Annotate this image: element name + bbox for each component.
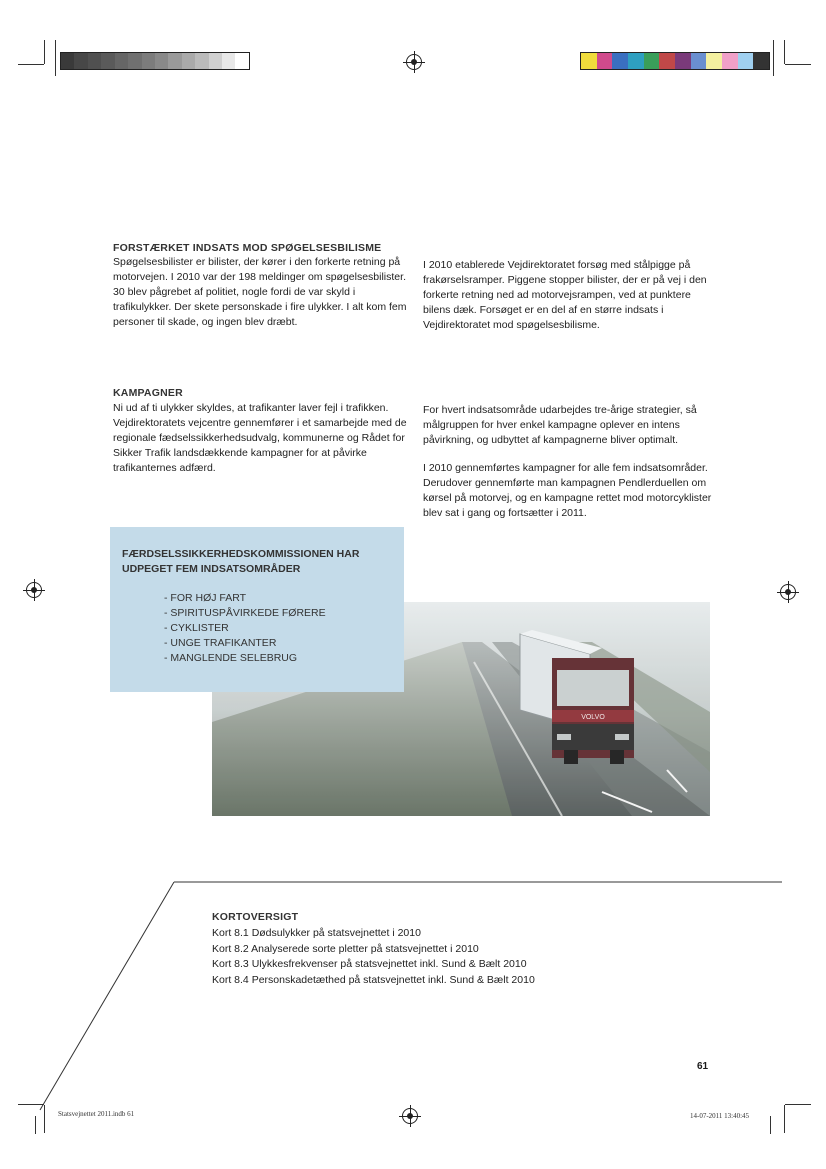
body-paragraph: Spøgelsesbilister er bilister, der kører i den forkerte retning på motorvejen. I 2010 var der 198 meldinger om spøgelsesbilister. 30 blev pågrebet af politiet, nogle fordi de var skyld i trafikulykker. Der skete personskade i fire ulykker. I alt kom fem personer til skade, og ingen blev dræbt. bbox=[113, 256, 407, 328]
body-paragraph: Ni ud af ti ulykker skyldes, at trafikanter laver fejl i trafikken. Vejdirektoratets vejcentre gennemfører i et samarbejde med de regionale fædselssikkerhedsudvalg, kommunerne og Rådet for Sikker Trafik landsdækkende kampagner for at påvirke trafikanternes adfærd. bbox=[113, 402, 407, 474]
list-item: - SPIRITUSPÅVIRKEDE FØRERE bbox=[164, 607, 326, 619]
section-heading-spoegelsesbilisme: FORSTÆRKET INDSATS MOD SPØGELSESBILISME bbox=[113, 242, 382, 254]
print-slug-filename: Statsvejnettet 2011.indb 61 bbox=[58, 1110, 135, 1118]
body-paragraph: I 2010 etablerede Vejdirektoratet forsøg med stålpigge på frakørselsramper. Piggene stopper bilister, der er på vej i den forkerte retning ned ad motorvejsrampen, ved at punktere bilens dæk. Forsøget er en del af en større indsats i Vejdirektoratet mod spøgelsesbilisme. bbox=[423, 259, 707, 331]
list-item: - UNGE TRAFIKANTER bbox=[164, 637, 277, 649]
list-item: - CYKLISTER bbox=[164, 622, 229, 634]
list-item: Kort 8.1 Dødsulykker på statsvejnettet i 2010 bbox=[212, 927, 421, 939]
list-item: - FOR HØJ FART bbox=[164, 592, 247, 604]
map-list bbox=[212, 926, 535, 988]
truck-grille-text: VOLVO bbox=[581, 714, 605, 721]
list-item: Kort 8.2 Analyserede sorte pletter på statsvejnettet i 2010 bbox=[212, 942, 479, 955]
body-paragraph: I 2010 gennemførtes kampagner for alle fem indsatsområder. Derudover gennemførte man kampagnen Pendlerduellen om kørsel på motorvej, og en kampagne rettet mod motorcyklister blev sat i gang og fortsætter i 2011. bbox=[423, 462, 712, 519]
kortoversigt-heading: KORTOVERSIGT bbox=[212, 911, 299, 923]
section-heading-kampagner: KAMPAGNER bbox=[113, 387, 183, 399]
list-item: Kort 8.3 Ulykkesfrekvenser på statsvejnettet inkl. Sund & Bælt 2010 bbox=[212, 958, 527, 970]
print-slug-timestamp: 14-07-2011 13:40:45 bbox=[690, 1112, 750, 1120]
list-item: - MANGLENDE SELEBRUG bbox=[164, 652, 298, 664]
list-item: Kort 8.4 Personskadetæthed på statsvejnettet inkl. Sund & Bælt 2010 bbox=[212, 973, 535, 986]
page-number: 61 bbox=[697, 1061, 709, 1072]
box-heading: FÆRDSELSSIKKERHEDSKOMMISSIONEN HAR UDPEGET FEM INDSATSOMRÅDER bbox=[122, 548, 360, 575]
body-paragraph: For hvert indsatsområde udarbejdes tre-årige strategier, så målgruppen for hver enkel kampagne oplever en intens påvirkning, og udbyttet af kampagnerne bliver optimalt. bbox=[423, 404, 697, 446]
